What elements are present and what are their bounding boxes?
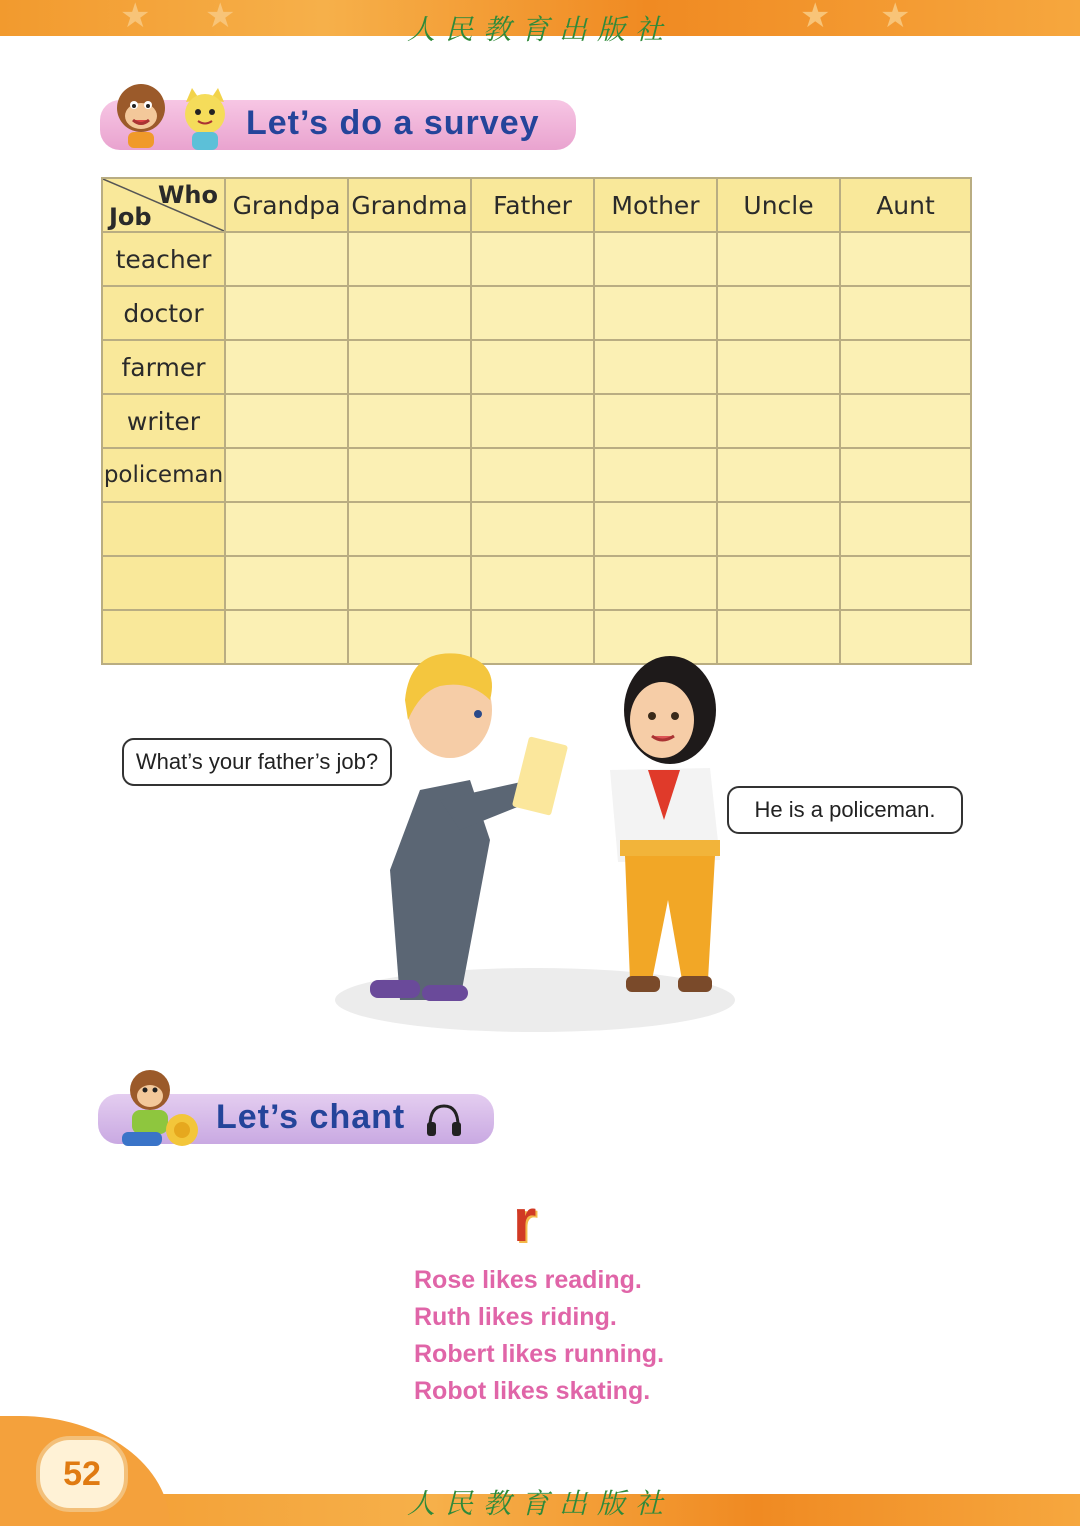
survey-cell[interactable]: [717, 286, 840, 340]
monkey-mascot-icon: [102, 1064, 202, 1160]
table-row: [102, 556, 971, 610]
column-header: Mother: [594, 178, 717, 232]
survey-cell[interactable]: [471, 286, 594, 340]
table-corner-cell: [102, 178, 225, 232]
survey-cell[interactable]: [594, 340, 717, 394]
survey-cell[interactable]: [717, 394, 840, 448]
survey-cell[interactable]: [225, 286, 348, 340]
survey-cell[interactable]: [840, 610, 971, 664]
row-header: farmer: [102, 340, 225, 394]
row-header[interactable]: [102, 556, 225, 610]
chant-title: Let’s chant: [216, 1098, 406, 1136]
table-header-row: [102, 178, 971, 232]
table-row: [102, 340, 971, 394]
corner-who-label: Who: [157, 181, 218, 209]
survey-cell[interactable]: [594, 232, 717, 286]
row-header: policeman: [102, 448, 225, 502]
survey-cell[interactable]: [840, 502, 971, 556]
survey-cell[interactable]: [225, 556, 348, 610]
table-row: [102, 232, 971, 286]
row-header: writer: [102, 394, 225, 448]
survey-cell[interactable]: [348, 502, 471, 556]
monkey-mascot-icon: [106, 78, 176, 150]
survey-cell[interactable]: [717, 340, 840, 394]
girl-figure: [610, 656, 720, 992]
survey-cell[interactable]: [594, 394, 717, 448]
column-header: Father: [471, 178, 594, 232]
phonics-letter: r: [513, 1187, 537, 1254]
survey-cell[interactable]: [225, 502, 348, 556]
survey-title: Let’s do a survey: [246, 104, 540, 142]
survey-cell[interactable]: [717, 448, 840, 502]
survey-cell[interactable]: [471, 502, 594, 556]
survey-cell[interactable]: [225, 448, 348, 502]
survey-cell[interactable]: [840, 340, 971, 394]
survey-cell[interactable]: [348, 232, 471, 286]
survey-cell[interactable]: [348, 340, 471, 394]
star-icon: ★: [205, 0, 236, 36]
chant-line: Robert likes running.: [414, 1340, 665, 1368]
survey-cell[interactable]: [717, 556, 840, 610]
publisher-watermark: 人民教育出版社: [406, 13, 673, 46]
page-number: 52: [36, 1436, 128, 1512]
survey-cell[interactable]: [594, 502, 717, 556]
question-text: What’s your father’s job?: [135, 749, 379, 774]
survey-section-banner: [100, 100, 576, 150]
star-icon: ★: [800, 0, 831, 36]
survey-cell[interactable]: [471, 340, 594, 394]
question-speech-bubble: [122, 738, 392, 786]
survey-cell[interactable]: [225, 232, 348, 286]
column-header: Grandpa: [225, 178, 348, 232]
survey-cell[interactable]: [840, 286, 971, 340]
table-row: [102, 448, 971, 502]
column-header: Uncle: [717, 178, 840, 232]
table-row: [102, 286, 971, 340]
row-header: doctor: [102, 286, 225, 340]
survey-cell[interactable]: [594, 448, 717, 502]
row-header[interactable]: [102, 610, 225, 664]
survey-cell[interactable]: [348, 556, 471, 610]
survey-table: [101, 177, 972, 665]
star-icon: ★: [120, 0, 151, 36]
survey-cell[interactable]: [840, 556, 971, 610]
survey-cell[interactable]: [471, 394, 594, 448]
survey-cell[interactable]: [225, 394, 348, 448]
chant-line: Ruth likes riding.: [414, 1303, 617, 1331]
survey-cell[interactable]: [840, 394, 971, 448]
survey-cell[interactable]: [348, 394, 471, 448]
boy-figure: [370, 653, 568, 1001]
survey-cell[interactable]: [225, 340, 348, 394]
survey-cell[interactable]: [471, 448, 594, 502]
publisher-watermark: 人民教育出版社: [406, 1487, 673, 1520]
row-header[interactable]: [102, 502, 225, 556]
chant-line: Robot likes skating.: [414, 1377, 651, 1405]
survey-cell[interactable]: [348, 448, 471, 502]
answer-text: He is a policeman.: [754, 797, 936, 822]
survey-cell[interactable]: [840, 232, 971, 286]
star-icon: ★: [880, 0, 911, 36]
table-row: [102, 502, 971, 556]
headphones-icon[interactable]: [424, 1102, 464, 1138]
children-illustration: [330, 640, 750, 1040]
answer-speech-bubble: [727, 786, 963, 834]
survey-cell[interactable]: [348, 286, 471, 340]
corner-job-label: Job: [109, 203, 152, 231]
chant-lines: [414, 1262, 664, 1410]
survey-cell[interactable]: [471, 232, 594, 286]
survey-cell[interactable]: [594, 286, 717, 340]
survey-cell[interactable]: [717, 232, 840, 286]
survey-cell[interactable]: [840, 448, 971, 502]
table-row: [102, 394, 971, 448]
survey-cell[interactable]: [717, 502, 840, 556]
cat-mascot-icon: [176, 88, 234, 152]
survey-cell[interactable]: [594, 556, 717, 610]
survey-cell[interactable]: [471, 556, 594, 610]
row-header: teacher: [102, 232, 225, 286]
column-header: Aunt: [840, 178, 971, 232]
chant-section-banner: [98, 1094, 494, 1144]
chant-line: Rose likes reading.: [414, 1266, 642, 1294]
column-header: Grandma: [348, 178, 471, 232]
